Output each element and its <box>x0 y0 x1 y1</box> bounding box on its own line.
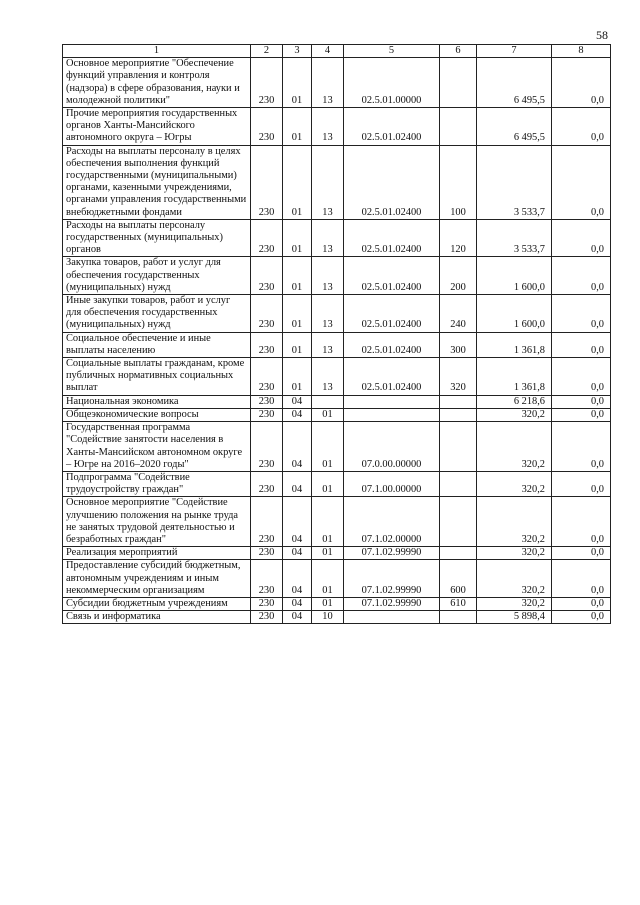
column-header: 3 <box>283 45 312 58</box>
cell-ministry-code: 230 <box>251 597 283 610</box>
cell-expense-type <box>440 611 477 624</box>
cell-subsection: 01 <box>312 597 344 610</box>
table-row <box>63 108 611 146</box>
table-row <box>63 219 611 257</box>
row-name: Прочие мероприятия государственных органов Ханты-Мансийского автономного округа – Югры <box>63 108 251 146</box>
cell-section: 04 <box>283 497 312 547</box>
cell-target-article: 07.1.02.99990 <box>344 597 440 610</box>
cell-subsection: 10 <box>312 611 344 624</box>
cell-subsection: 01 <box>312 422 344 472</box>
row-name: Подпрограмма "Содействие трудоустройству граждан" <box>63 471 251 496</box>
table-row <box>63 395 611 408</box>
column-header: 8 <box>552 45 611 58</box>
cell-subsection: 13 <box>312 295 344 333</box>
cell-target-article: 02.5.01.02400 <box>344 257 440 295</box>
cell-target-article: 07.1.02.99990 <box>344 560 440 598</box>
cell-subsection: 01 <box>312 547 344 560</box>
table-row <box>63 58 611 108</box>
cell-amount-secondary: 0,0 <box>552 332 611 357</box>
table-row <box>63 295 611 333</box>
cell-amount: 1 600,0 <box>477 295 552 333</box>
cell-subsection: 13 <box>312 58 344 108</box>
cell-expense-type: 320 <box>440 358 477 396</box>
cell-section: 04 <box>283 408 312 421</box>
cell-ministry-code: 230 <box>251 219 283 257</box>
cell-expense-type: 200 <box>440 257 477 295</box>
cell-section: 04 <box>283 597 312 610</box>
page-number: 58 <box>596 28 608 42</box>
cell-target-article: 02.5.01.02400 <box>344 358 440 396</box>
cell-target-article: 02.5.01.02400 <box>344 295 440 333</box>
cell-amount-secondary: 0,0 <box>552 295 611 333</box>
cell-amount: 320,2 <box>477 408 552 421</box>
cell-ministry-code: 230 <box>251 58 283 108</box>
cell-ministry-code: 230 <box>251 611 283 624</box>
cell-expense-type: 610 <box>440 597 477 610</box>
cell-target-article <box>344 408 440 421</box>
cell-expense-type <box>440 547 477 560</box>
cell-amount-secondary: 0,0 <box>552 611 611 624</box>
cell-amount: 6 218,6 <box>477 395 552 408</box>
cell-subsection: 01 <box>312 497 344 547</box>
cell-section: 01 <box>283 58 312 108</box>
column-header: 5 <box>344 45 440 58</box>
cell-expense-type <box>440 58 477 108</box>
cell-section: 01 <box>283 332 312 357</box>
row-name: Государственная программа "Содействие занятости населения в Ханты-Мансийском автономном округе – Югре на 2016–2020 годы" <box>63 422 251 472</box>
cell-target-article: 02.5.01.02400 <box>344 332 440 357</box>
cell-subsection: 13 <box>312 332 344 357</box>
header-row <box>63 45 611 58</box>
row-name: Общеэкономические вопросы <box>63 408 251 421</box>
row-name: Предоставление субсидий бюджетным, автономным учреждениям и иным некоммерческим организациям <box>63 560 251 598</box>
cell-subsection: 13 <box>312 219 344 257</box>
row-name: Социальные выплаты гражданам, кроме публичных нормативных социальных выплат <box>63 358 251 396</box>
cell-amount: 3 533,7 <box>477 145 552 219</box>
table-row <box>63 145 611 219</box>
cell-amount-secondary: 0,0 <box>552 219 611 257</box>
cell-ministry-code: 230 <box>251 295 283 333</box>
cell-subsection: 01 <box>312 408 344 421</box>
row-name: Расходы на выплаты персоналу в целях обеспечения выполнения функций государственными (муниципальными) органами, казенными учреждениями, органами управления государственными внебюджетными фондами <box>63 145 251 219</box>
row-name: Социальное обеспечение и иные выплаты населению <box>63 332 251 357</box>
cell-ministry-code: 230 <box>251 471 283 496</box>
cell-expense-type <box>440 395 477 408</box>
cell-section: 01 <box>283 295 312 333</box>
table-row <box>63 560 611 598</box>
cell-section: 04 <box>283 611 312 624</box>
cell-amount: 320,2 <box>477 560 552 598</box>
cell-amount: 320,2 <box>477 547 552 560</box>
cell-target-article: 02.5.01.00000 <box>344 58 440 108</box>
row-name: Расходы на выплаты персоналу государственных (муниципальных) органов <box>63 219 251 257</box>
column-header: 1 <box>63 45 251 58</box>
cell-amount: 5 898,4 <box>477 611 552 624</box>
cell-section: 01 <box>283 358 312 396</box>
table-row <box>63 332 611 357</box>
cell-ministry-code: 230 <box>251 408 283 421</box>
cell-ministry-code: 230 <box>251 145 283 219</box>
cell-amount-secondary: 0,0 <box>552 597 611 610</box>
cell-amount: 320,2 <box>477 597 552 610</box>
cell-amount-secondary: 0,0 <box>552 422 611 472</box>
cell-subsection: 13 <box>312 108 344 146</box>
row-name: Закупка товаров, работ и услуг для обеспечения государственных (муниципальных) нужд <box>63 257 251 295</box>
cell-target-article: 07.1.00.00000 <box>344 471 440 496</box>
cell-amount-secondary: 0,0 <box>552 471 611 496</box>
cell-ministry-code: 230 <box>251 547 283 560</box>
cell-target-article <box>344 395 440 408</box>
cell-amount: 320,2 <box>477 497 552 547</box>
cell-expense-type: 100 <box>440 145 477 219</box>
cell-target-article: 02.5.01.02400 <box>344 145 440 219</box>
table-row <box>63 257 611 295</box>
cell-ministry-code: 230 <box>251 358 283 396</box>
cell-amount-secondary: 0,0 <box>552 497 611 547</box>
cell-ministry-code: 230 <box>251 422 283 472</box>
row-name: Национальная экономика <box>63 395 251 408</box>
cell-expense-type: 240 <box>440 295 477 333</box>
cell-ministry-code: 230 <box>251 560 283 598</box>
column-header: 7 <box>477 45 552 58</box>
column-header: 6 <box>440 45 477 58</box>
cell-expense-type <box>440 497 477 547</box>
cell-amount: 320,2 <box>477 422 552 472</box>
cell-target-article: 02.5.01.02400 <box>344 108 440 146</box>
cell-subsection: 01 <box>312 471 344 496</box>
row-name: Основное мероприятие "Содействие улучшению положения на рынке труда не занятых трудовой деятельностью и безработных граждан" <box>63 497 251 547</box>
table-row <box>63 408 611 421</box>
cell-ministry-code: 230 <box>251 257 283 295</box>
cell-ministry-code: 230 <box>251 332 283 357</box>
table-row <box>63 547 611 560</box>
column-header: 2 <box>251 45 283 58</box>
cell-target-article: 07.1.02.99990 <box>344 547 440 560</box>
cell-section: 04 <box>283 560 312 598</box>
cell-amount: 6 495,5 <box>477 58 552 108</box>
cell-section: 04 <box>283 471 312 496</box>
cell-amount-secondary: 0,0 <box>552 108 611 146</box>
cell-target-article <box>344 611 440 624</box>
cell-subsection <box>312 395 344 408</box>
cell-target-article: 02.5.01.02400 <box>344 219 440 257</box>
cell-expense-type: 120 <box>440 219 477 257</box>
cell-amount-secondary: 0,0 <box>552 257 611 295</box>
cell-amount-secondary: 0,0 <box>552 395 611 408</box>
cell-amount: 1 600,0 <box>477 257 552 295</box>
cell-amount: 6 495,5 <box>477 108 552 146</box>
cell-amount-secondary: 0,0 <box>552 547 611 560</box>
row-name: Связь и информатика <box>63 611 251 624</box>
row-name: Субсидии бюджетным учреждениям <box>63 597 251 610</box>
table-row <box>63 497 611 547</box>
cell-subsection: 13 <box>312 257 344 295</box>
cell-subsection: 13 <box>312 145 344 219</box>
cell-amount: 320,2 <box>477 471 552 496</box>
cell-section: 04 <box>283 422 312 472</box>
cell-amount-secondary: 0,0 <box>552 560 611 598</box>
cell-section: 01 <box>283 108 312 146</box>
row-name: Реализация мероприятий <box>63 547 251 560</box>
cell-amount-secondary: 0,0 <box>552 58 611 108</box>
cell-expense-type <box>440 408 477 421</box>
cell-section: 01 <box>283 219 312 257</box>
cell-section: 04 <box>283 547 312 560</box>
table-row <box>63 597 611 610</box>
cell-section: 01 <box>283 257 312 295</box>
cell-amount: 3 533,7 <box>477 219 552 257</box>
row-name: Иные закупки товаров, работ и услуг для обеспечения государственных (муниципальных) нужд <box>63 295 251 333</box>
table-body <box>63 58 611 624</box>
cell-amount-secondary: 0,0 <box>552 358 611 396</box>
cell-section: 01 <box>283 145 312 219</box>
cell-subsection: 01 <box>312 560 344 598</box>
cell-expense-type: 300 <box>440 332 477 357</box>
table-row <box>63 611 611 624</box>
cell-section: 04 <box>283 395 312 408</box>
budget-table <box>62 44 611 624</box>
cell-ministry-code: 230 <box>251 108 283 146</box>
table-row <box>63 422 611 472</box>
cell-amount: 1 361,8 <box>477 332 552 357</box>
table-row <box>63 358 611 396</box>
cell-amount-secondary: 0,0 <box>552 145 611 219</box>
cell-amount-secondary: 0,0 <box>552 408 611 421</box>
cell-ministry-code: 230 <box>251 395 283 408</box>
row-name: Основное мероприятие "Обеспечение функций управления и контроля (надзора) в сфере образования, науки и молодежной политики" <box>63 58 251 108</box>
cell-target-article: 07.1.02.00000 <box>344 497 440 547</box>
cell-subsection: 13 <box>312 358 344 396</box>
cell-ministry-code: 230 <box>251 497 283 547</box>
cell-expense-type: 600 <box>440 560 477 598</box>
table-row <box>63 471 611 496</box>
cell-expense-type <box>440 108 477 146</box>
cell-amount: 1 361,8 <box>477 358 552 396</box>
cell-target-article: 07.0.00.00000 <box>344 422 440 472</box>
cell-expense-type <box>440 471 477 496</box>
column-header: 4 <box>312 45 344 58</box>
cell-expense-type <box>440 422 477 472</box>
